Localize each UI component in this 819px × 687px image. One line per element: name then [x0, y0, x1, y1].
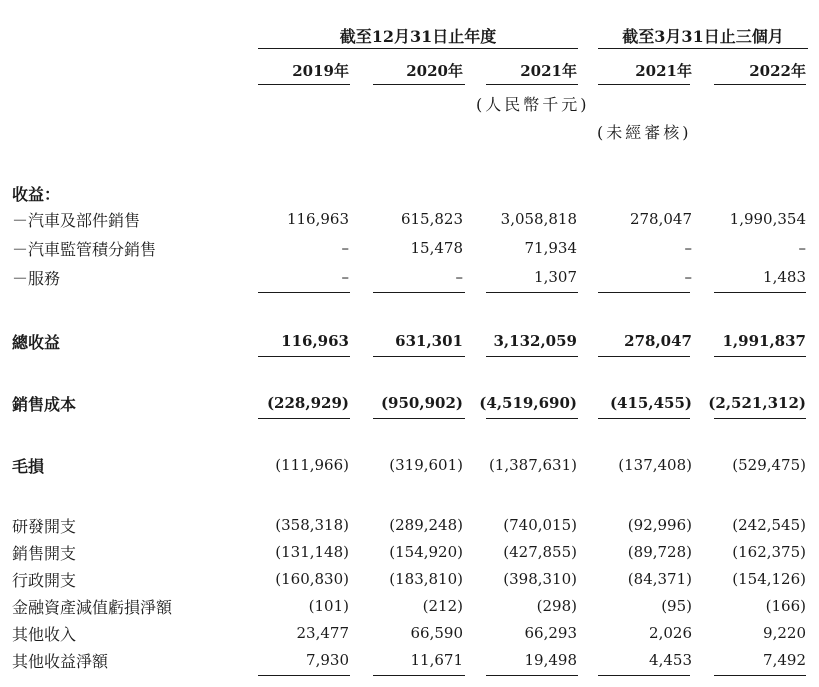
cell-value: 4,453: [649, 651, 692, 669]
row-label: 其他收益淨額: [12, 652, 109, 671]
cell-value: (162,375): [732, 543, 806, 561]
cell-value: (154,126): [732, 570, 806, 588]
total-rule: [486, 356, 578, 357]
quarter-header-rule: [598, 48, 808, 49]
cell-value: (160,830): [275, 570, 349, 588]
subtotal-rule: [258, 292, 350, 293]
cell-value: 615,823: [400, 210, 463, 228]
cost-rule: [486, 418, 578, 419]
bottom-rule: [486, 675, 578, 676]
cell-value: 2,026: [649, 624, 692, 642]
cell-value: (89,728): [627, 543, 692, 561]
cell-value: 66,293: [524, 624, 577, 642]
cell-value: (740,015): [503, 516, 577, 534]
year-header-2021: 2021年: [520, 62, 577, 80]
cell-value: (101): [308, 597, 349, 615]
cell-value: (4,519,690): [479, 394, 577, 412]
row-label: 銷售開支: [12, 544, 77, 563]
year-header-2022-q1: 2022年: [749, 62, 806, 80]
cost-rule: [598, 418, 690, 419]
row-label: 銷售成本: [12, 395, 77, 414]
cell-value: (1,387,631): [488, 456, 577, 474]
total-rule: [598, 356, 690, 357]
row-label: 研發開支: [12, 517, 77, 536]
cell-value: (358,318): [275, 516, 349, 534]
total-rule: [714, 356, 806, 357]
cell-value: (2,521,312): [708, 394, 806, 412]
year-rule: [486, 84, 578, 85]
cell-value: (242,545): [732, 516, 806, 534]
row-label: －服務: [12, 269, 61, 288]
cell-value: –: [798, 239, 806, 257]
cell-value: (298): [536, 597, 577, 615]
cell-value: 1,307: [534, 268, 577, 286]
cell-value: (950,902): [380, 394, 463, 412]
cell-value: 3,058,818: [500, 210, 577, 228]
row-label: 其他收入: [12, 625, 77, 644]
cell-value: 116,963: [286, 210, 349, 228]
cell-value: (319,601): [389, 456, 463, 474]
cell-value: (95): [661, 597, 692, 615]
cell-value: 11,671: [410, 651, 463, 669]
year-header-2019: 2019年: [292, 62, 349, 80]
subtotal-rule: [373, 292, 465, 293]
cell-value: (137,408): [618, 456, 692, 474]
cost-rule: [258, 418, 350, 419]
subtotal-rule: [714, 292, 806, 293]
total-rule: [373, 356, 465, 357]
cell-value: 19,498: [524, 651, 577, 669]
cell-value: –: [341, 239, 349, 257]
revenue-heading: 收益：: [12, 185, 61, 204]
cell-value: 278,047: [624, 332, 692, 350]
bottom-rule: [598, 675, 690, 676]
cell-value: (84,371): [627, 570, 692, 588]
cell-value: 278,047: [629, 210, 692, 228]
subtotal-rule: [598, 292, 690, 293]
bottom-rule: [714, 675, 806, 676]
cell-value: 71,934: [524, 239, 577, 257]
cell-value: 1,990,354: [729, 210, 806, 228]
cell-value: –: [455, 268, 463, 286]
subtotal-rule: [486, 292, 578, 293]
bottom-rule: [373, 675, 465, 676]
cell-value: (228,929): [266, 394, 349, 412]
year-header-2020: 2020年: [406, 62, 463, 80]
cell-value: (415,455): [609, 394, 692, 412]
row-label: －汽車及部件銷售: [12, 211, 141, 230]
cell-value: (111,966): [275, 456, 349, 474]
cell-value: –: [684, 268, 692, 286]
row-label: 金融資產減值虧損淨額: [12, 598, 173, 617]
cell-value: –: [341, 268, 349, 286]
cell-value: 9,220: [763, 624, 806, 642]
cost-rule: [714, 418, 806, 419]
cell-value: 7,930: [306, 651, 349, 669]
year-rule: [258, 84, 350, 85]
annual-period-header: 截至12月31日止年度: [339, 27, 497, 46]
bottom-rule: [258, 675, 350, 676]
cell-value: (183,810): [389, 570, 463, 588]
cell-value: (154,920): [389, 543, 463, 561]
cell-value: 23,477: [296, 624, 349, 642]
row-label: 行政開支: [12, 571, 77, 590]
cell-value: (166): [765, 597, 806, 615]
cell-value: 631,301: [395, 332, 463, 350]
cell-value: (529,475): [732, 456, 806, 474]
cell-value: 66,590: [410, 624, 463, 642]
row-label: 總收益: [12, 333, 61, 352]
cell-value: 3,132,059: [493, 332, 577, 350]
cell-value: 1,483: [763, 268, 806, 286]
cell-value: –: [684, 239, 692, 257]
quarter-period-header: 截至3月31日止三個月: [622, 27, 784, 46]
row-label: 毛損: [12, 457, 45, 476]
year-rule: [373, 84, 465, 85]
unit-label: (人民幣千元): [476, 95, 590, 114]
cell-value: (289,248): [389, 516, 463, 534]
cell-value: (212): [422, 597, 463, 615]
cell-value: (92,996): [627, 516, 692, 534]
cell-value: (427,855): [503, 543, 577, 561]
cell-value: 116,963: [281, 332, 349, 350]
cost-rule: [373, 418, 465, 419]
unaudited-label: (未經審核): [597, 123, 692, 142]
total-rule: [258, 356, 350, 357]
cell-value: (131,148): [275, 543, 349, 561]
cell-value: 7,492: [763, 651, 806, 669]
year-rule: [714, 84, 806, 85]
cell-value: 1,991,837: [722, 332, 806, 350]
year-header-2021-q1: 2021年: [635, 62, 692, 80]
cell-value: 15,478: [410, 239, 463, 257]
cell-value: (398,310): [503, 570, 577, 588]
year-rule: [598, 84, 690, 85]
row-label: －汽車監管積分銷售: [12, 240, 157, 259]
annual-header-rule: [258, 48, 578, 49]
